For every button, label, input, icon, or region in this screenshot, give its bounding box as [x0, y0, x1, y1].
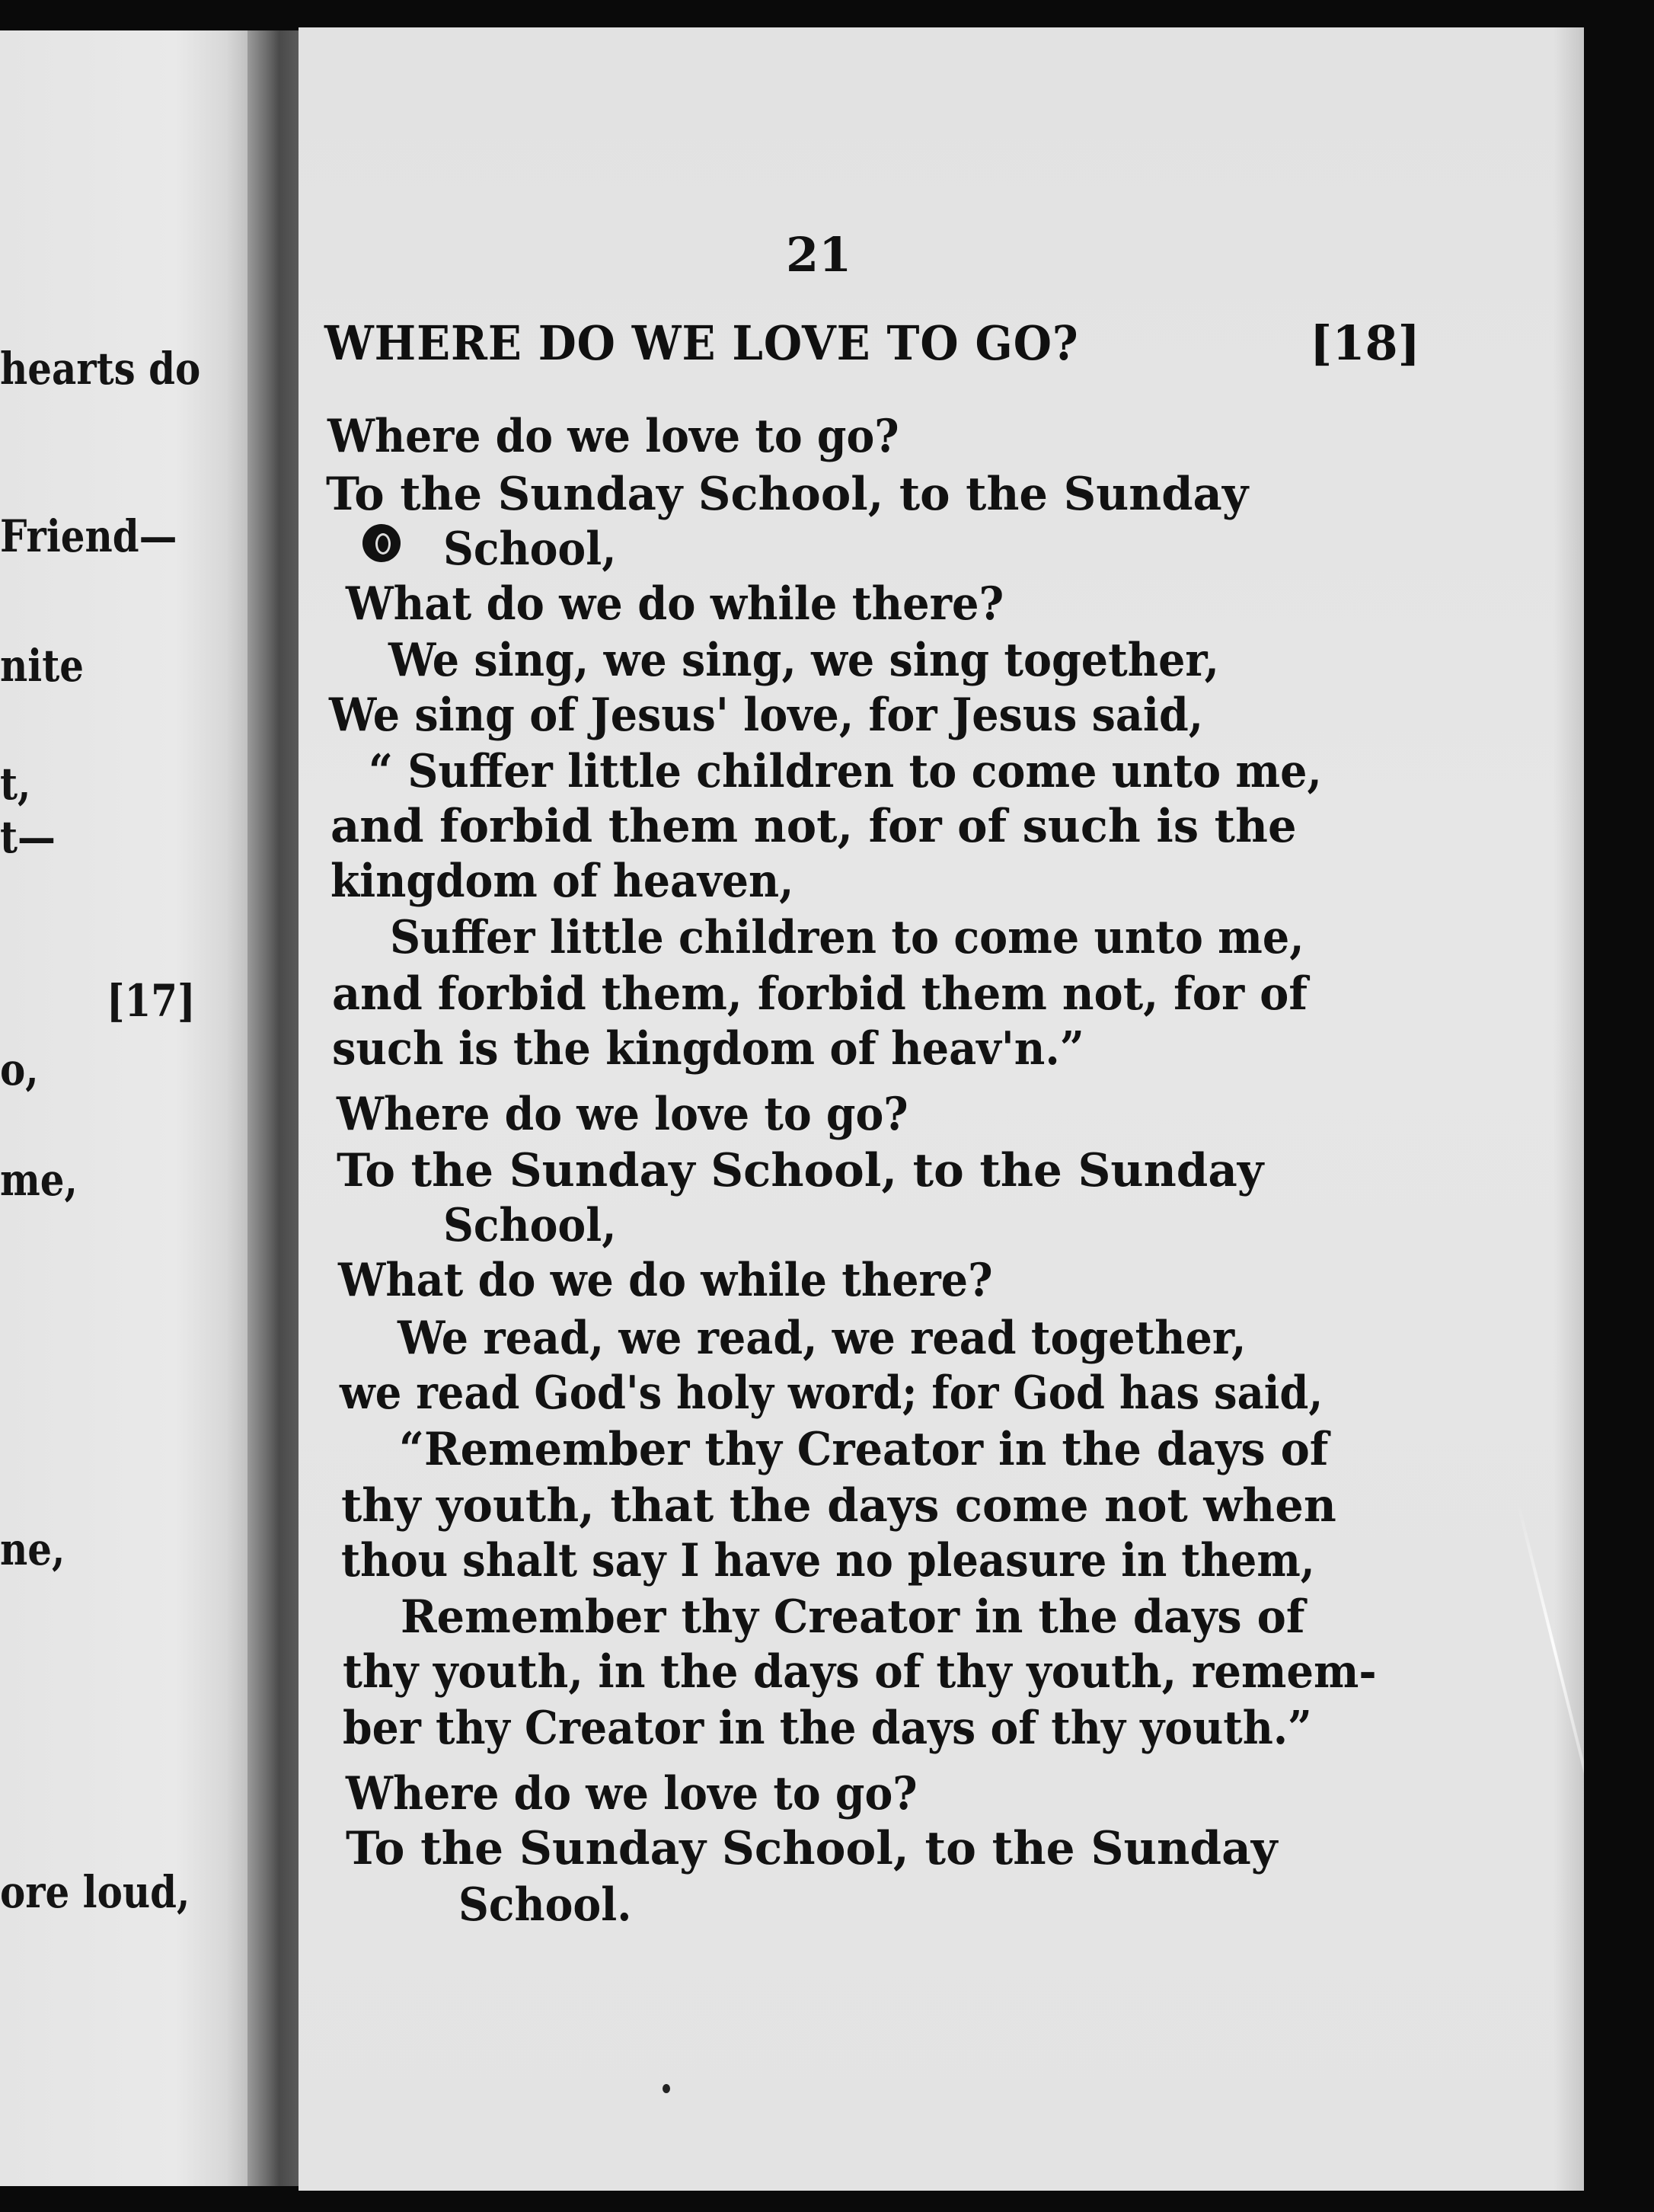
hymn-line: To the Sunday School, to the Sunday: [337, 1144, 1264, 1197]
left-page-line: ore loud,: [0, 1866, 190, 1918]
ink-speck: [663, 2084, 670, 2093]
page-number: 21: [786, 227, 852, 283]
hymn-title: WHERE DO WE LOVE TO GO?: [324, 315, 1079, 371]
left-page-line: Friend—: [0, 510, 177, 562]
hymn-number: [18]: [1310, 315, 1420, 371]
hymn-line: ber thy Creator in the days of thy youth.”: [343, 1702, 1312, 1755]
left-page-line: me,: [0, 1154, 78, 1206]
left-page-line: hearts do: [0, 343, 201, 395]
left-page-line: nite: [0, 640, 84, 692]
hymn-line: Where do we love to go?: [346, 1767, 918, 1820]
left-facing-page: [0, 30, 251, 2186]
hymn-line: and forbid them, forbid them not, for of: [332, 967, 1308, 1021]
hymn-line: thy youth, that the days come not when: [341, 1479, 1336, 1533]
hymn-line: What do we do while there?: [338, 1254, 993, 1307]
book-gutter-shadow: [247, 30, 301, 2186]
hymn-line: Where do we love to go?: [327, 410, 899, 463]
left-page-line: t—: [0, 811, 56, 863]
film-scratch: [1517, 1504, 1584, 2191]
hymn-line: We sing, we sing, we sing together,: [388, 634, 1219, 687]
hymn-line: we read God's holy word; for God has said,: [340, 1367, 1324, 1420]
hymn-line: and forbid them not, for of such is the: [330, 800, 1297, 853]
hymn-line: We read, we read, we read together,: [398, 1312, 1247, 1365]
hymn-line: kingdom of heaven,: [330, 855, 794, 908]
hymn-line: Where do we love to go?: [337, 1088, 908, 1141]
left-page-line: t,: [0, 758, 31, 810]
main-page: [299, 27, 1584, 2191]
hymn-line: Remember thy Creator in the days of: [401, 1590, 1305, 1644]
hymn-line: To the Sunday School, to the Sunday: [326, 468, 1249, 521]
hymn-line: To the Sunday School, to the Sunday: [346, 1822, 1278, 1875]
hymn-line: “ Suffer little children to come unto me,: [369, 745, 1322, 798]
hymn-line: Suffer little children to come unto me,: [390, 911, 1304, 964]
hymn-line: School,: [443, 523, 617, 576]
printed-ornament-icon: [362, 524, 401, 562]
hymn-line: School,: [443, 1199, 617, 1252]
hymn-line: such is the kingdom of heav'n.”: [332, 1022, 1084, 1076]
hymn-line: School.: [458, 1878, 632, 1932]
hymn-line: thy youth, in the days of thy youth, remem-: [343, 1645, 1377, 1699]
hymn-line: “Remember thy Creator in the days of: [399, 1423, 1329, 1476]
left-page-line: o,: [0, 1044, 39, 1095]
hymn-line: thou shalt say I have no pleasure in them,: [341, 1534, 1315, 1587]
hymn-line: What do we do while there?: [346, 577, 1004, 631]
left-page-line: ne,: [0, 1523, 65, 1575]
left-page-hymn-number: [17]: [107, 975, 196, 1027]
hymn-line: We sing of Jesus' love, for Jesus said,: [329, 689, 1204, 742]
